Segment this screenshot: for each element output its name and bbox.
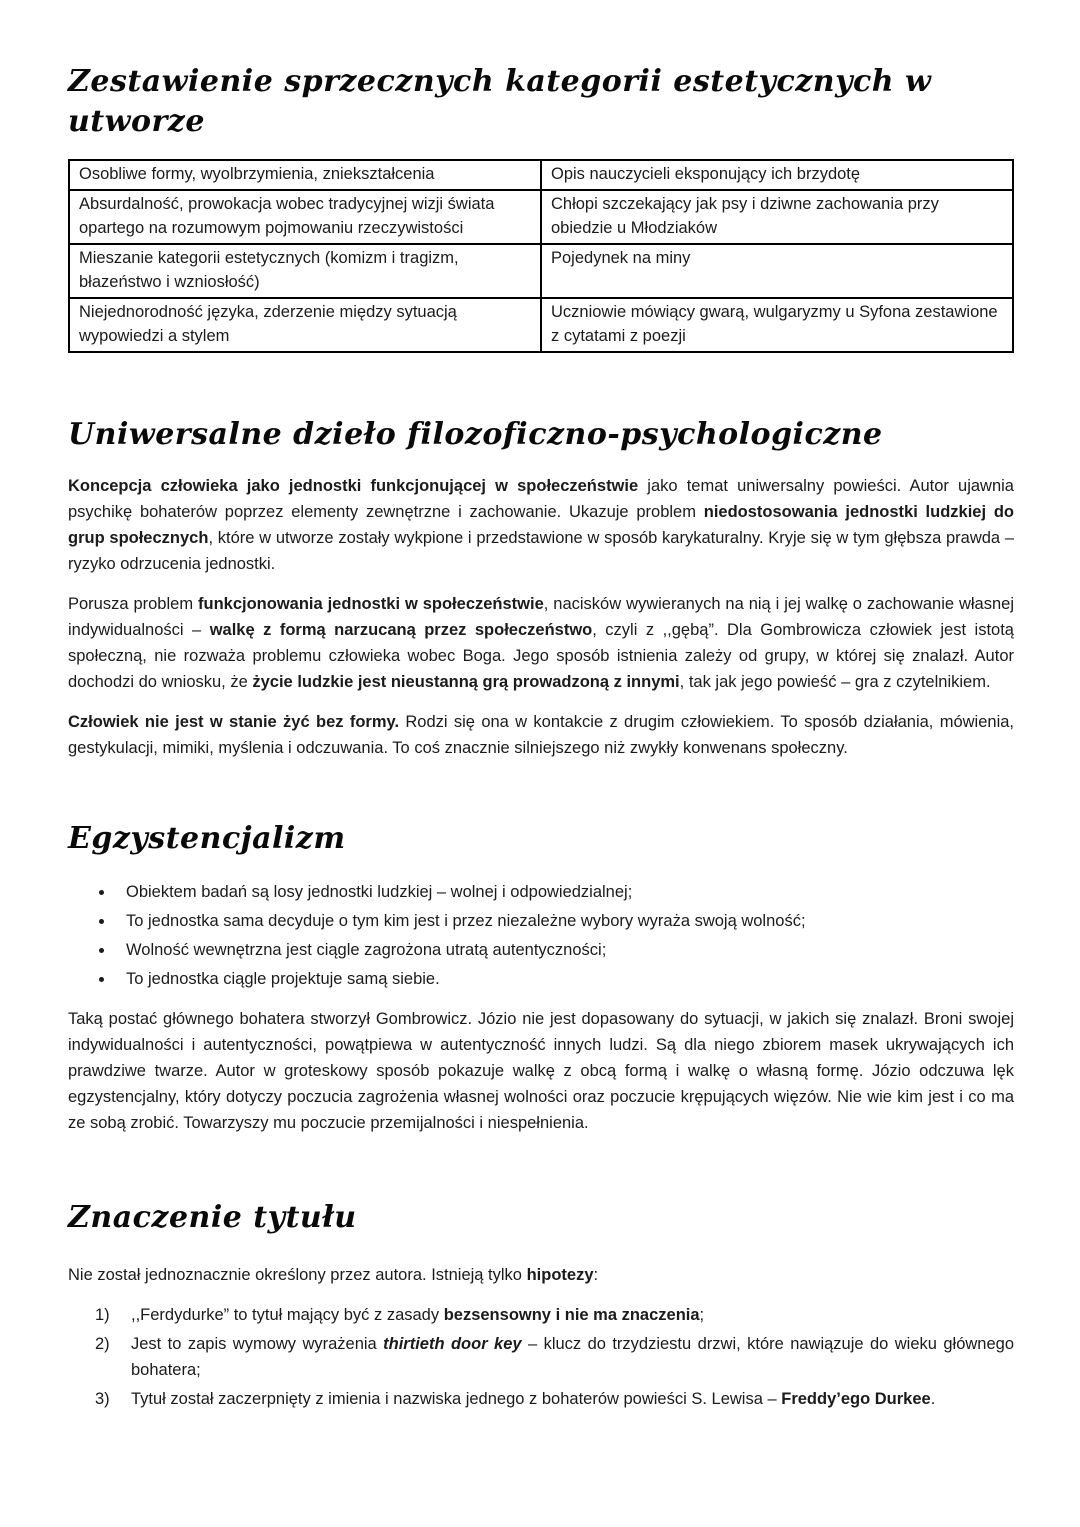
paragraph-jozio: Taką postać głównego bohatera stworzył Gombrowicz. Józio nie jest dopasowany do sytuacji, w jakich się znalazł. Broni swojej indywidualności i autentyczności, powątpiewa w autentyczność innych ludzi. Są dla niego zbiorem masek ukrywających ich prawdziwe twarze. Autor w groteskowy sposób pokazuje walkę z obcą formą i walkę o własną formę. Józio odczuwa lęk egzystencjalny, który dotyczy poczucia zagrożenia własnej wolności oraz poczucie krępujących więzów. Nie wie kim jest i co ma ze sobą zrobić. Towarzyszy mu poczucie przemijalności i niespełnienia. <box>68 1010 1014 1132</box>
table-row-4 <box>69 298 1013 352</box>
table-cell-example: Uczniowie mówiący gwarą, wulgaryzmy u Syfona zestawione z cytatami z poezji <box>541 298 1013 352</box>
heading-contrast-categories: Zestawienie sprzecznych kategorii estetycznych w utworze <box>68 64 932 139</box>
list-number: 1) <box>95 1306 110 1324</box>
numbered-item <box>68 1302 1014 1328</box>
paragraph-form-struggle: Porusza problem funkcjonowania jednostki w społeczeństwie, nacisków wywieranych na nią i jej walkę o zachowanie własnej indywidualności – walkę z formą narzucaną przez społeczeństwo, czyli z ,,gębą”. Dla Gombrowicza człowiek jest istotą społeczną, nie rozważa problemu człowieka wobec Boga. Jego sposób istnienia zależy od grupy, w której się znalazł. Autor dochodzi do wniosku, że życie ludzkie jest nieustanną grą prowadzoną z innymi, tak jak jego powieść – gra z czytelnikiem. <box>68 595 1014 691</box>
table-cell-category: Mieszanie kategorii estetycznych (komizm i tragizm, błazeństwo i wzniosłość) <box>69 244 541 298</box>
table-row-3 <box>69 244 1013 298</box>
numbered-item <box>68 1386 1014 1412</box>
numbered-item-text: Tytuł został zaczerpnięty z imienia i nazwiska jednego z bohaterów powieści S. Lewisa – Freddy’ego Durkee. <box>131 1390 936 1408</box>
table-cell-example: Chłopi szczekający jak psy i dziwne zachowania przy obiedzie u Młodziaków <box>541 190 1013 244</box>
table-cell-example: Pojedynek na miny <box>541 244 1013 298</box>
bullet-item: • To jednostka ciągle projektuje samą siebie. <box>115 966 1014 992</box>
bullet-item: • Obiektem badań są losy jednostki ludzkiej – wolnej i odpowiedzialnej; <box>115 879 1014 905</box>
paragraph-no-form: Człowiek nie jest w stanie żyć bez formy. Rodzi się ona w kontakcie z drugim człowiekiem. To sposób działania, mówienia, gestykulacji, mimiki, myślenia i odczuwania. To coś znacznie silniejszego niż zwykły konwenans społeczny. <box>68 713 1015 757</box>
numbered-item-text: ,,Ferdydurke” to tytuł mający być z zasady bezsensowny i nie ma znaczenia; <box>131 1306 705 1324</box>
heading-title-meaning: Znaczenie tytułu <box>68 1200 357 1235</box>
list-number: 3) <box>95 1390 110 1408</box>
table-cell-example: Opis nauczycieli eksponujący ich brzydotę <box>541 160 1013 190</box>
bullet-item: • To jednostka sama decyduje o tym kim jest i przez niezależne wybory wyraża swoją wolność; <box>115 908 1014 934</box>
existentialism-bullet-list <box>68 879 1014 992</box>
heading-existentialism: Egzystencjalizm <box>68 821 346 856</box>
table-row-2 <box>69 190 1013 244</box>
table-cell-category: Osobliwe formy, wyolbrzymienia, zniekształcenia <box>69 160 541 190</box>
table-cell-category: Absurdalność, prowokacja wobec tradycyjnej wizji świata opartego na rozumowym pojmowaniu rzeczywistości <box>69 190 541 244</box>
paragraph-title-intro: Nie został jednoznacznie określony przez autora. Istnieją tylko hipotezy: <box>68 1266 599 1284</box>
contrast-examples-table <box>68 159 1014 353</box>
paragraph-concept: Koncepcja człowieka jako jednostki funkcjonującej w społeczeństwie jako temat uniwersalny powieści. Autor ujawnia psychikę bohaterów poprzez elementy zewnętrzne i zachowanie. Ukazuje problem niedostosowania jednostki ludzkiej do grup społecznych, które w utworze zostały wykpione i przedstawione w sposób karykaturalny. Kryje się w tym głębsza prawda – ryzyko odrzucenia jednostki. <box>68 477 1014 573</box>
list-number: 2) <box>95 1335 110 1353</box>
numbered-item-text: Jest to zapis wymowy wyrażenia thirtieth door key – klucz do trzydziestu drzwi, które nawiązuje do wieku głównego bohatera; <box>131 1335 1014 1379</box>
heading-universal-work: Uniwersalne dzieło filozoficzno-psychologiczne <box>68 417 883 452</box>
title-hypotheses-list <box>68 1302 1014 1412</box>
table-row-1 <box>69 160 1013 190</box>
bullet-item: • Wolność wewnętrzna jest ciągle zagrożona utratą autentyczności; <box>115 937 1014 963</box>
numbered-item <box>68 1331 1014 1383</box>
table-cell-category: Niejednorodność języka, zderzenie między sytuacją wypowiedzi a stylem <box>69 298 541 352</box>
